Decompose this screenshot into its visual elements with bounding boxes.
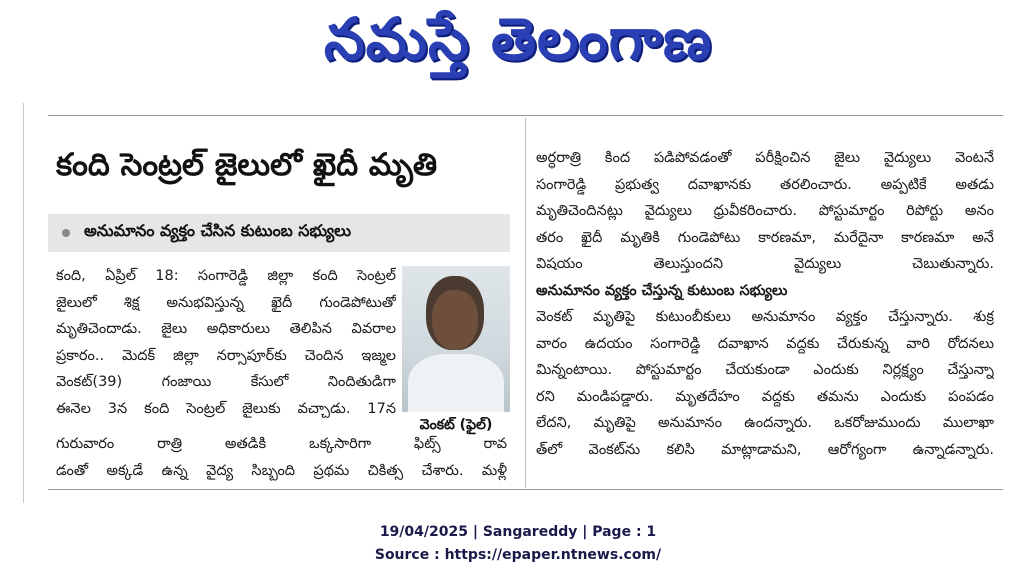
body-line: త్‌లో వెంకట్‌ను కలిసి మాట్లాడామని, ఆరోగ్యంగా ఉన్నాడన్నారు. [536,441,994,458]
body-line: ఈనెల 3న కంది సెంట్రల్‌ జైలుకు వచ్చాడు. 17న [56,400,396,417]
body-line: ప్రకారం.. మెదక్‌ జిల్లా నర్సాపూర్‌కు చెందిన ఇజ్మల [56,347,396,364]
photo-caption: వెంకట్‌ (ఫైల్‌) [402,412,510,438]
body-line: తరం ఖైదీ మృతికి గుండెపోటు కారణమా, మరేదైనా కారణమా అనే [536,229,994,246]
body-line: విషయం తెలుస్తుందని వైద్యులు చెబుతున్నారు. [536,256,994,272]
prisoner-photo [402,266,510,412]
bullet-icon [62,229,70,237]
column-divider [525,118,526,488]
masthead [0,0,1036,80]
footer-date-edition: 19/04/2025 | Sangareddy | Page : 1 [379,524,657,540]
article-headline: కంది సెంట్రల్‌ జైలులో ఖైదీ మృతి [56,147,438,183]
section-subheading: అనుమానం వ్యక్తం చేస్తున్న కుటుంబ సభ్యులు [536,282,788,299]
body-line: అర్ధరాత్రి కింద పడిపోవడంతో పరీక్షించిన జైలు వైద్యులు వెంటనే [536,150,994,166]
body-line: వెంకట్‌ మృతిపై కుటుంబీకులు అనుమానం వ్యక్తం చేస్తున్నారు. శుక్ర [536,309,994,325]
body-line: లేదని, మృతిపై అనుమానం ఉందన్నారు. ఒకరోజుముందు ములాఖా [536,415,994,431]
body-line: జైలులో శిక్ష అనుభవిస్తున్న ఖైదీ గుండెపోటుతో [56,294,396,311]
body-line: రని మండిపడ్డారు. మృతదేహం వద్దకు తమను ఎందుకు పంపడం [536,388,994,405]
body-line: వారం ఉదయం సంగారెడ్డి దవాఖాన వద్దకు చేరుకున్న వారి రోదనలు [536,335,994,352]
bottom-rule [48,489,1003,490]
body-line: మృతిచెందాడు. జైలు అధికారులు తెలిపిన వివరాల [56,321,396,337]
body-line: సంగారెడ్డి ప్రభుత్వ దవాఖానకు తరలించారు. అప్పటికే అతడు [536,176,994,193]
body-line: గురువారం రాత్రి అతడికి ఒక్కసారిగా ఫిట్స్‌ రావ [56,436,507,452]
footer-source: Source : https://epaper.ntnews.com/ [374,547,662,563]
article-subheading: అనుమానం వ్యక్తం చేసిన కుటుంబ సభ్యులు [84,221,352,240]
top-rule [48,115,1003,116]
body-line: డంతో అక్కడే ఉన్న వైద్య సిబ్బంది ప్రథమ చికిత్స చేశారు. మళ్లీ [56,462,507,479]
body-line: వెంకట్‌(39) గంజాయి కేసులో నిందితుడిగా [56,374,396,390]
article-body-left [56,263,396,422]
body-line: మిన్నంటాయి. పోస్టుమార్టం చేయకుండా ఎందుకు నిర్లక్ష్యం చేస్తున్నా [536,362,994,378]
body-line: కంది, ఏప్రిల్‌ 18: సంగారెడ్డి జిల్లా కంది సెంట్రల్‌ [56,268,396,284]
article-body-right [536,145,994,463]
masthead-logo: నమస్తే తెలంగాణ [324,5,712,73]
left-margin-rule [23,103,24,503]
body-line: మృతిచెందినట్లు వైద్యులు ధ్రువీకరించారు. పోస్టుమార్టం రిపోర్టు అనం [536,203,994,219]
article-body-left-wide [56,431,507,484]
